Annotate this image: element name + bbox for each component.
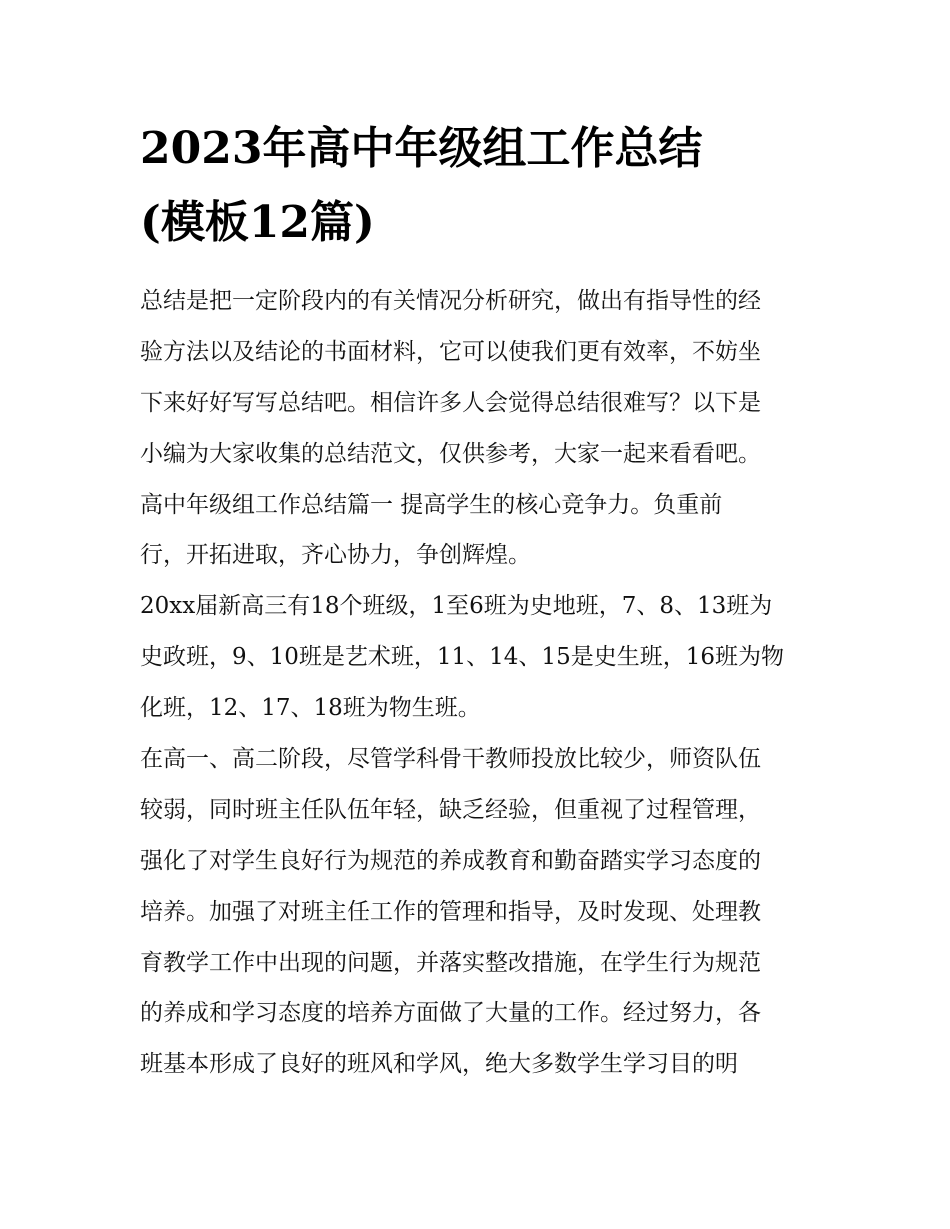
- body-line-11: 较弱，同时班主任队伍年轻，缺乏经验，但重视了过程管理，: [140, 796, 761, 823]
- document-body: [140, 276, 820, 1090]
- title-line-2: (模板12篇): [140, 197, 375, 248]
- body-line-14: 育教学工作中出现的问题，并落实整改措施，在学生行为规范: [140, 949, 761, 976]
- body-line-3: 下来好好写写总结吧。相信许多人会觉得总结很难写？以下是: [140, 389, 761, 416]
- body-line-15: 的养成和学习态度的培养方面做了大量的工作。经过努力，各: [140, 1000, 761, 1027]
- body-line-7: 20xx届新高三有18个班级，1至6班为史地班，7、8、13班为: [140, 593, 773, 620]
- body-line-9: 化班，12、17、18班为物生班。: [140, 695, 481, 722]
- body-line-10: 在高一、高二阶段，尽管学科骨干教师投放比较少，师资队伍: [140, 746, 761, 773]
- body-line-12: 强化了对学生良好行为规范的养成教育和勤奋踏实学习态度的: [140, 847, 761, 874]
- body-line-8: 史政班，9、10班是艺术班，11、14、15是史生班，16班为物: [140, 644, 784, 671]
- body-line-5: 高中年级组工作总结篇一 提高学生的核心竞争力。负重前: [140, 491, 723, 518]
- body-line-4: 小编为大家收集的总结范文，仅供参考，大家一起来看看吧。: [140, 440, 761, 467]
- document-title: [140, 112, 820, 260]
- body-line-16: 班基本形成了良好的班风和学风，绝大多数学生学习目的明: [140, 1051, 738, 1078]
- title-line-1: 2023年高中年级组工作总结: [140, 123, 703, 174]
- body-line-2: 验方法以及结论的书面材料，它可以使我们更有效率，不妨坐: [140, 338, 761, 365]
- body-line-6: 行，开拓进取，齐心协力，争创辉煌。: [140, 542, 531, 569]
- body-line-13: 培养。加强了对班主任工作的管理和指导，及时发现、处理教: [140, 898, 761, 925]
- body-line-1: 总结是把一定阶段内的有关情况分析研究，做出有指导性的经: [140, 288, 761, 314]
